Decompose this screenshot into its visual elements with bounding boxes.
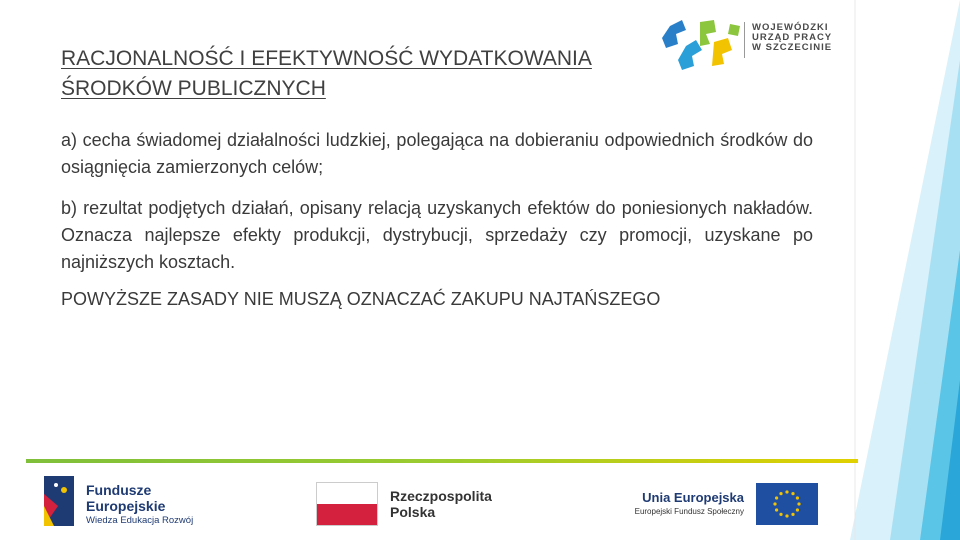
- page-title: [61, 44, 661, 104]
- polish-flag-icon: [316, 482, 378, 526]
- logo-separator: [744, 22, 745, 58]
- footer-rule: [26, 459, 858, 463]
- ue-line-2: Europejski Fundusz Społeczny: [634, 507, 744, 516]
- rzeczpospolita-text: [390, 488, 492, 520]
- rp-line-1: Rzeczpospolita: [390, 488, 492, 504]
- fundusze-europejskie-text: [86, 482, 193, 528]
- wup-line-3: W SZCZECINIE: [752, 42, 833, 53]
- rp-line-2: Polska: [390, 504, 436, 520]
- fundusze-europejskie-icon: [44, 476, 74, 526]
- fe-line-1: Fundusze: [86, 482, 152, 498]
- fe-line-2: Europejskie: [86, 498, 166, 514]
- wup-line-1: WOJEWÓDZKI: [752, 22, 829, 33]
- paragraph-c: POWYŻSZE ZASADY NIE MUSZĄ OZNACZAĆ ZAKUPU NAJTAŃSZEGO: [61, 289, 661, 309]
- wup-logo-text: [752, 23, 832, 53]
- title-line-1: RACJONALNOŚĆ I EFEKTYWNOŚĆ WYDATKOWANIA: [61, 47, 592, 70]
- fe-line-3: Wiedza Edukacja Rozwój: [86, 515, 194, 526]
- paragraph-b: b) rezultat podjętych działań, opisany relacją uzyskanych efektów do poniesionych nakładów. Oznacza najlepsze efekty produkcji, dystrybucji, sprzedaży czy promocji, uzyskane po najniższych kosztach.: [61, 198, 813, 272]
- ue-line-1: Unia Europejska: [642, 490, 744, 505]
- paragraph-a: a) cecha świadomej działalności ludzkiej, polegająca na dobieraniu odpowiednich środków do osiągnięcia zamierzonych celów;: [61, 130, 813, 177]
- wup-line-2: URZĄD PRACY: [752, 32, 833, 43]
- title-line-2: ŚRODKÓW PUBLICZNYCH: [61, 77, 326, 100]
- right-decoration: [850, 0, 960, 540]
- unia-europejska-text: [612, 490, 744, 518]
- eu-flag-icon: [756, 483, 818, 525]
